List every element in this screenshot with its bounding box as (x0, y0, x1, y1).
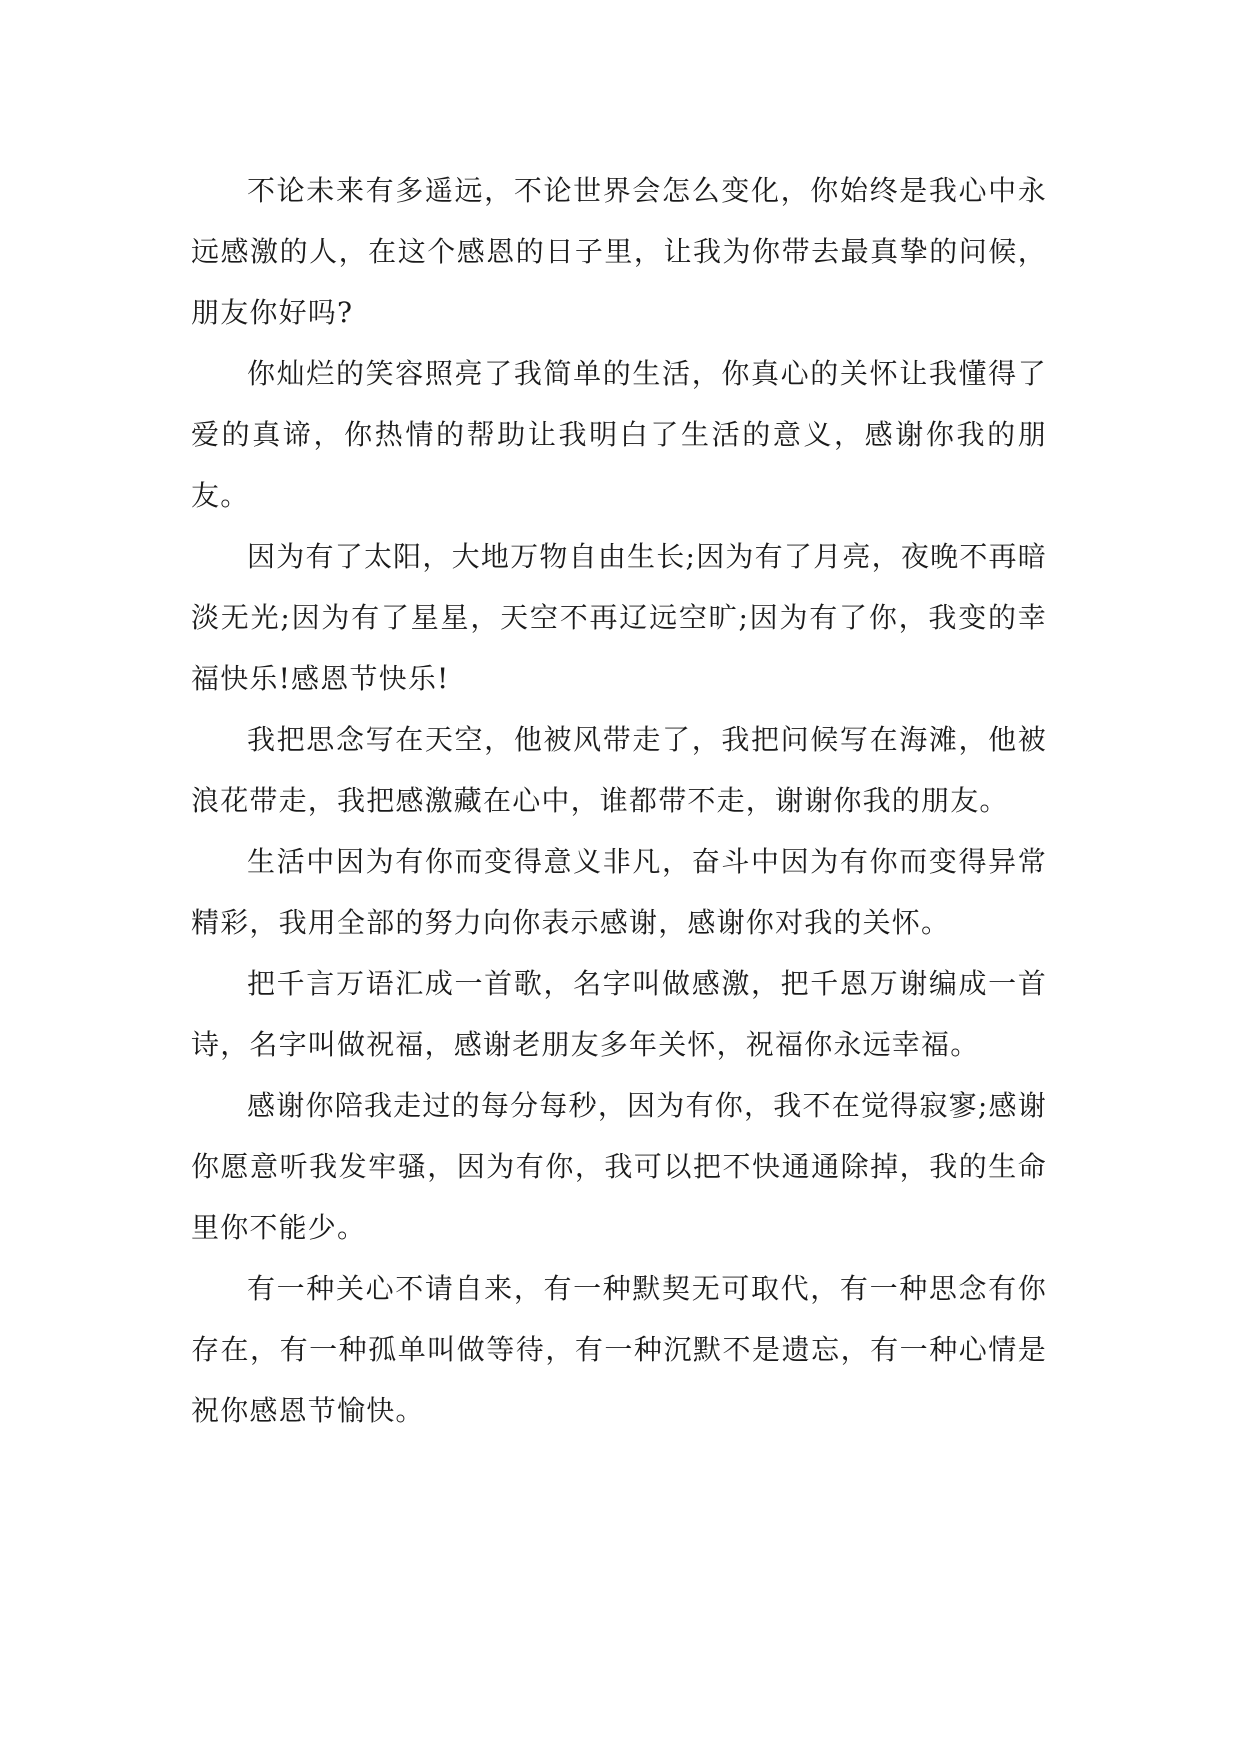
paragraph-5: 生活中因为有你而变得意义非凡，奋斗中因为有你而变得异常精彩，我用全部的努力向你表示感谢，感谢你对我的关怀。 (191, 845, 1047, 939)
paragraph-3: 因为有了太阳，大地万物自由生长;因为有了月亮，夜晚不再暗淡无光;因为有了星星，天空不再辽远空旷;因为有了你，我变的幸福快乐!感恩节快乐! (191, 540, 1047, 695)
paragraph-1: 不论未来有多遥远，不论世界会怎么变化，你始终是我心中永远感激的人，在这个感恩的日子里，让我为你带去最真挚的问候，朋友你好吗? (191, 174, 1047, 329)
paragraph-7: 感谢你陪我走过的每分每秒，因为有你，我不在觉得寂寥;感谢你愿意听我发牢骚，因为有你，我可以把不快通通除掉，我的生命里你不能少。 (191, 1089, 1047, 1244)
paragraph-8: 有一种关心不请自来，有一种默契无可取代，有一种思念有你存在，有一种孤单叫做等待，有一种沉默不是遗忘，有一种心情是祝你感恩节愉快。 (191, 1272, 1047, 1427)
paragraph-6: 把千言万语汇成一首歌，名字叫做感激，把千恩万谢编成一首诗，名字叫做祝福，感谢老朋友多年关怀，祝福你永远幸福。 (191, 967, 1047, 1061)
paragraph-2: 你灿烂的笑容照亮了我简单的生活，你真心的关怀让我懂得了爱的真谛，你热情的帮助让我明白了生活的意义，感谢你我的朋友。 (191, 357, 1047, 512)
paragraph-4: 我把思念写在天空，他被风带走了，我把问候写在海滩，他被浪花带走，我把感激藏在心中，谁都带不走，谢谢你我的朋友。 (191, 723, 1047, 817)
document-body (191, 160, 1047, 1441)
